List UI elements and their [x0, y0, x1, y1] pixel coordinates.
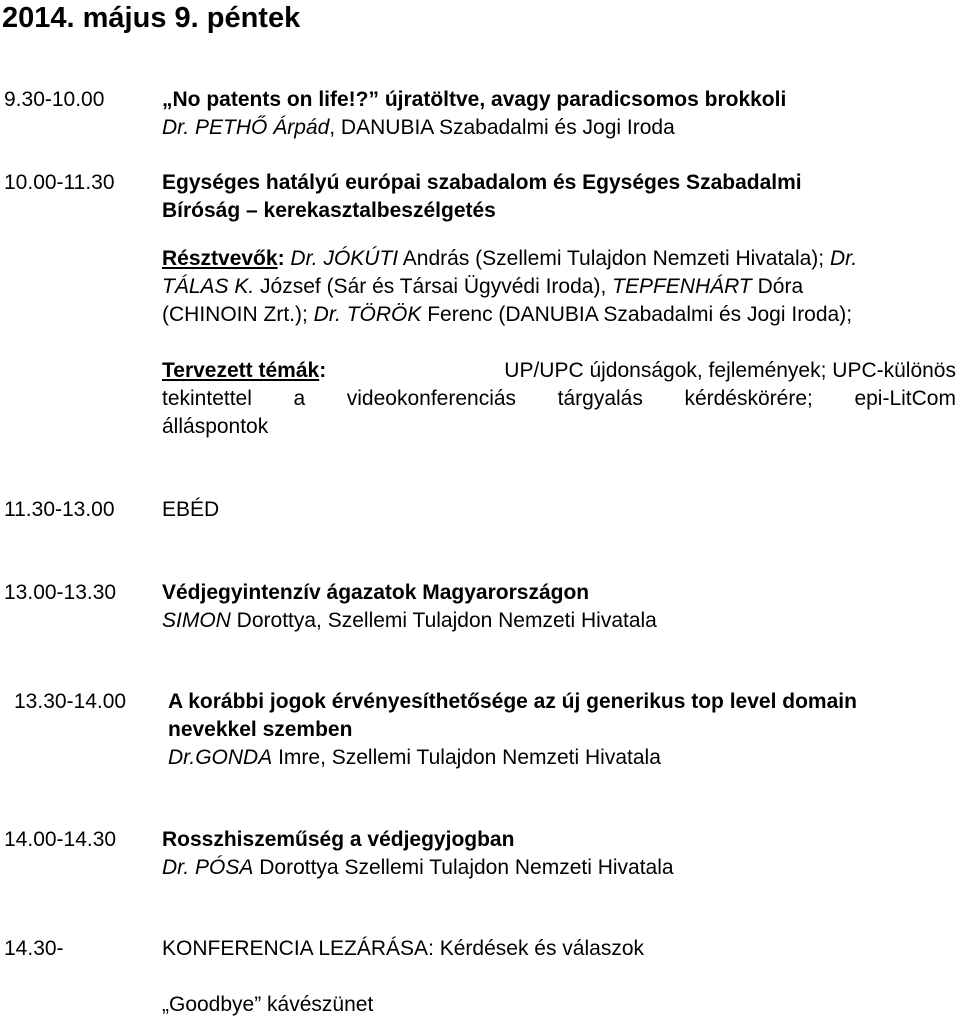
topics-colon: : [319, 359, 327, 382]
entry-body [162, 826, 956, 882]
topics-line: álláspontok [162, 415, 269, 438]
page-title: 2014. május 9. péntek [2, 2, 301, 34]
entry-title: Rosszhiszeműség a védjegyjogban [162, 828, 515, 851]
entry-title-line: A korábbi jogok érvényesíthetősége az új generikus top level domain [168, 690, 857, 713]
entry-body [162, 579, 956, 635]
entry-time: 10.00-11.30 [4, 171, 115, 194]
participant-affiliation: Ferenc (DANUBIA Szabadalmi és Jogi Iroda); [421, 303, 853, 326]
entry-speaker [162, 854, 956, 882]
entry-time: 9.30-10.00 [4, 88, 105, 111]
entry-title: Védjegyintenzív ágazatok Magyarországon [162, 581, 590, 604]
participants-label: Résztvevők [162, 247, 278, 270]
entry-time: 14.30- [4, 937, 64, 960]
participant-affiliation: Dóra [751, 275, 804, 298]
topics-text: epi-LitCom [854, 387, 956, 410]
participants-colon: : [277, 247, 285, 270]
participant-affiliation: (CHINOIN Zrt.); [162, 303, 308, 326]
participant-affiliation: András (Szellemi Tulajdon Nemzeti Hivatala); [398, 247, 825, 270]
entry-body [168, 688, 956, 772]
speaker-affiliation: Dorottya, Szellemi Tulajdon Nemzeti Hivatala [230, 609, 657, 632]
entry-title: KONFERENCIA LEZÁRÁSA: Kérdések és válaszok [162, 937, 645, 960]
participant-name: Dr. TÖRÖK [313, 303, 422, 326]
entry-body [162, 496, 956, 524]
topics-label: Tervezett témák [162, 359, 320, 382]
entry-title-line: Bíróság – kerekasztalbeszélgetés [162, 199, 496, 222]
entry-speaker [162, 607, 956, 635]
entry-title: „No patents on life!?” újratöltve, avagy paradicsomos brokkoli [162, 88, 787, 111]
participant-affiliation: József (Sár és Társai Ügyvédi Iroda), [254, 275, 607, 298]
topics-text: a [293, 387, 306, 410]
entry-body [162, 86, 956, 142]
speaker-name: SIMON [162, 609, 231, 632]
entry-body [162, 935, 956, 1019]
topics-text: UP/UPC újdonságok, fejlemények; UPC-különös [504, 359, 956, 382]
participant-name: Dr. JÓKÚTI [290, 247, 399, 270]
entry-footer: „Goodbye” kávészünet [162, 993, 374, 1016]
participant-name: Dr. [829, 247, 858, 270]
topics-text: videokonferenciás [346, 387, 517, 410]
entry-title-text: Egységes hatályú európai szabadalom és Egységes Szabadalmi [162, 171, 802, 194]
topics-text: kérdéskörére; [684, 387, 813, 410]
entry-time: 14.00-14.30 [4, 828, 117, 851]
speaker-affiliation: Dorottya Szellemi Tulajdon Nemzeti Hivatala [253, 856, 674, 879]
participant-name: TÁLAS K. [162, 275, 255, 298]
participants-line [162, 273, 956, 301]
topics-line [162, 357, 956, 385]
speaker-name: Dr.GONDA [168, 746, 273, 769]
entry-title: EBÉD [162, 498, 220, 521]
entry-title-line [162, 169, 956, 197]
topics-text: tekintettel [162, 387, 252, 410]
entry-title-line: nevekkel szemben [168, 718, 353, 741]
entry-time: 11.30-13.00 [4, 498, 115, 521]
topics-line [162, 385, 956, 413]
entry-time: 13.00-13.30 [4, 581, 117, 604]
entry-time: 13.30-14.00 [14, 690, 127, 713]
speaker-affiliation: Imre, Szellemi Tulajdon Nemzeti Hivatala [272, 746, 661, 769]
speaker-name: Dr. PETHŐ Árpád [162, 116, 330, 139]
entry-speaker [162, 114, 956, 142]
entry-speaker [168, 744, 956, 772]
participants-line [162, 245, 956, 273]
topics-text: tárgyalás [557, 387, 643, 410]
entry-body [162, 169, 956, 441]
participant-name: TEPFENHÁRT [612, 275, 752, 298]
speaker-name: Dr. PÓSA [162, 856, 254, 879]
speaker-affiliation: , DANUBIA Szabadalmi és Jogi Iroda [329, 116, 675, 139]
participants-line [162, 301, 956, 329]
